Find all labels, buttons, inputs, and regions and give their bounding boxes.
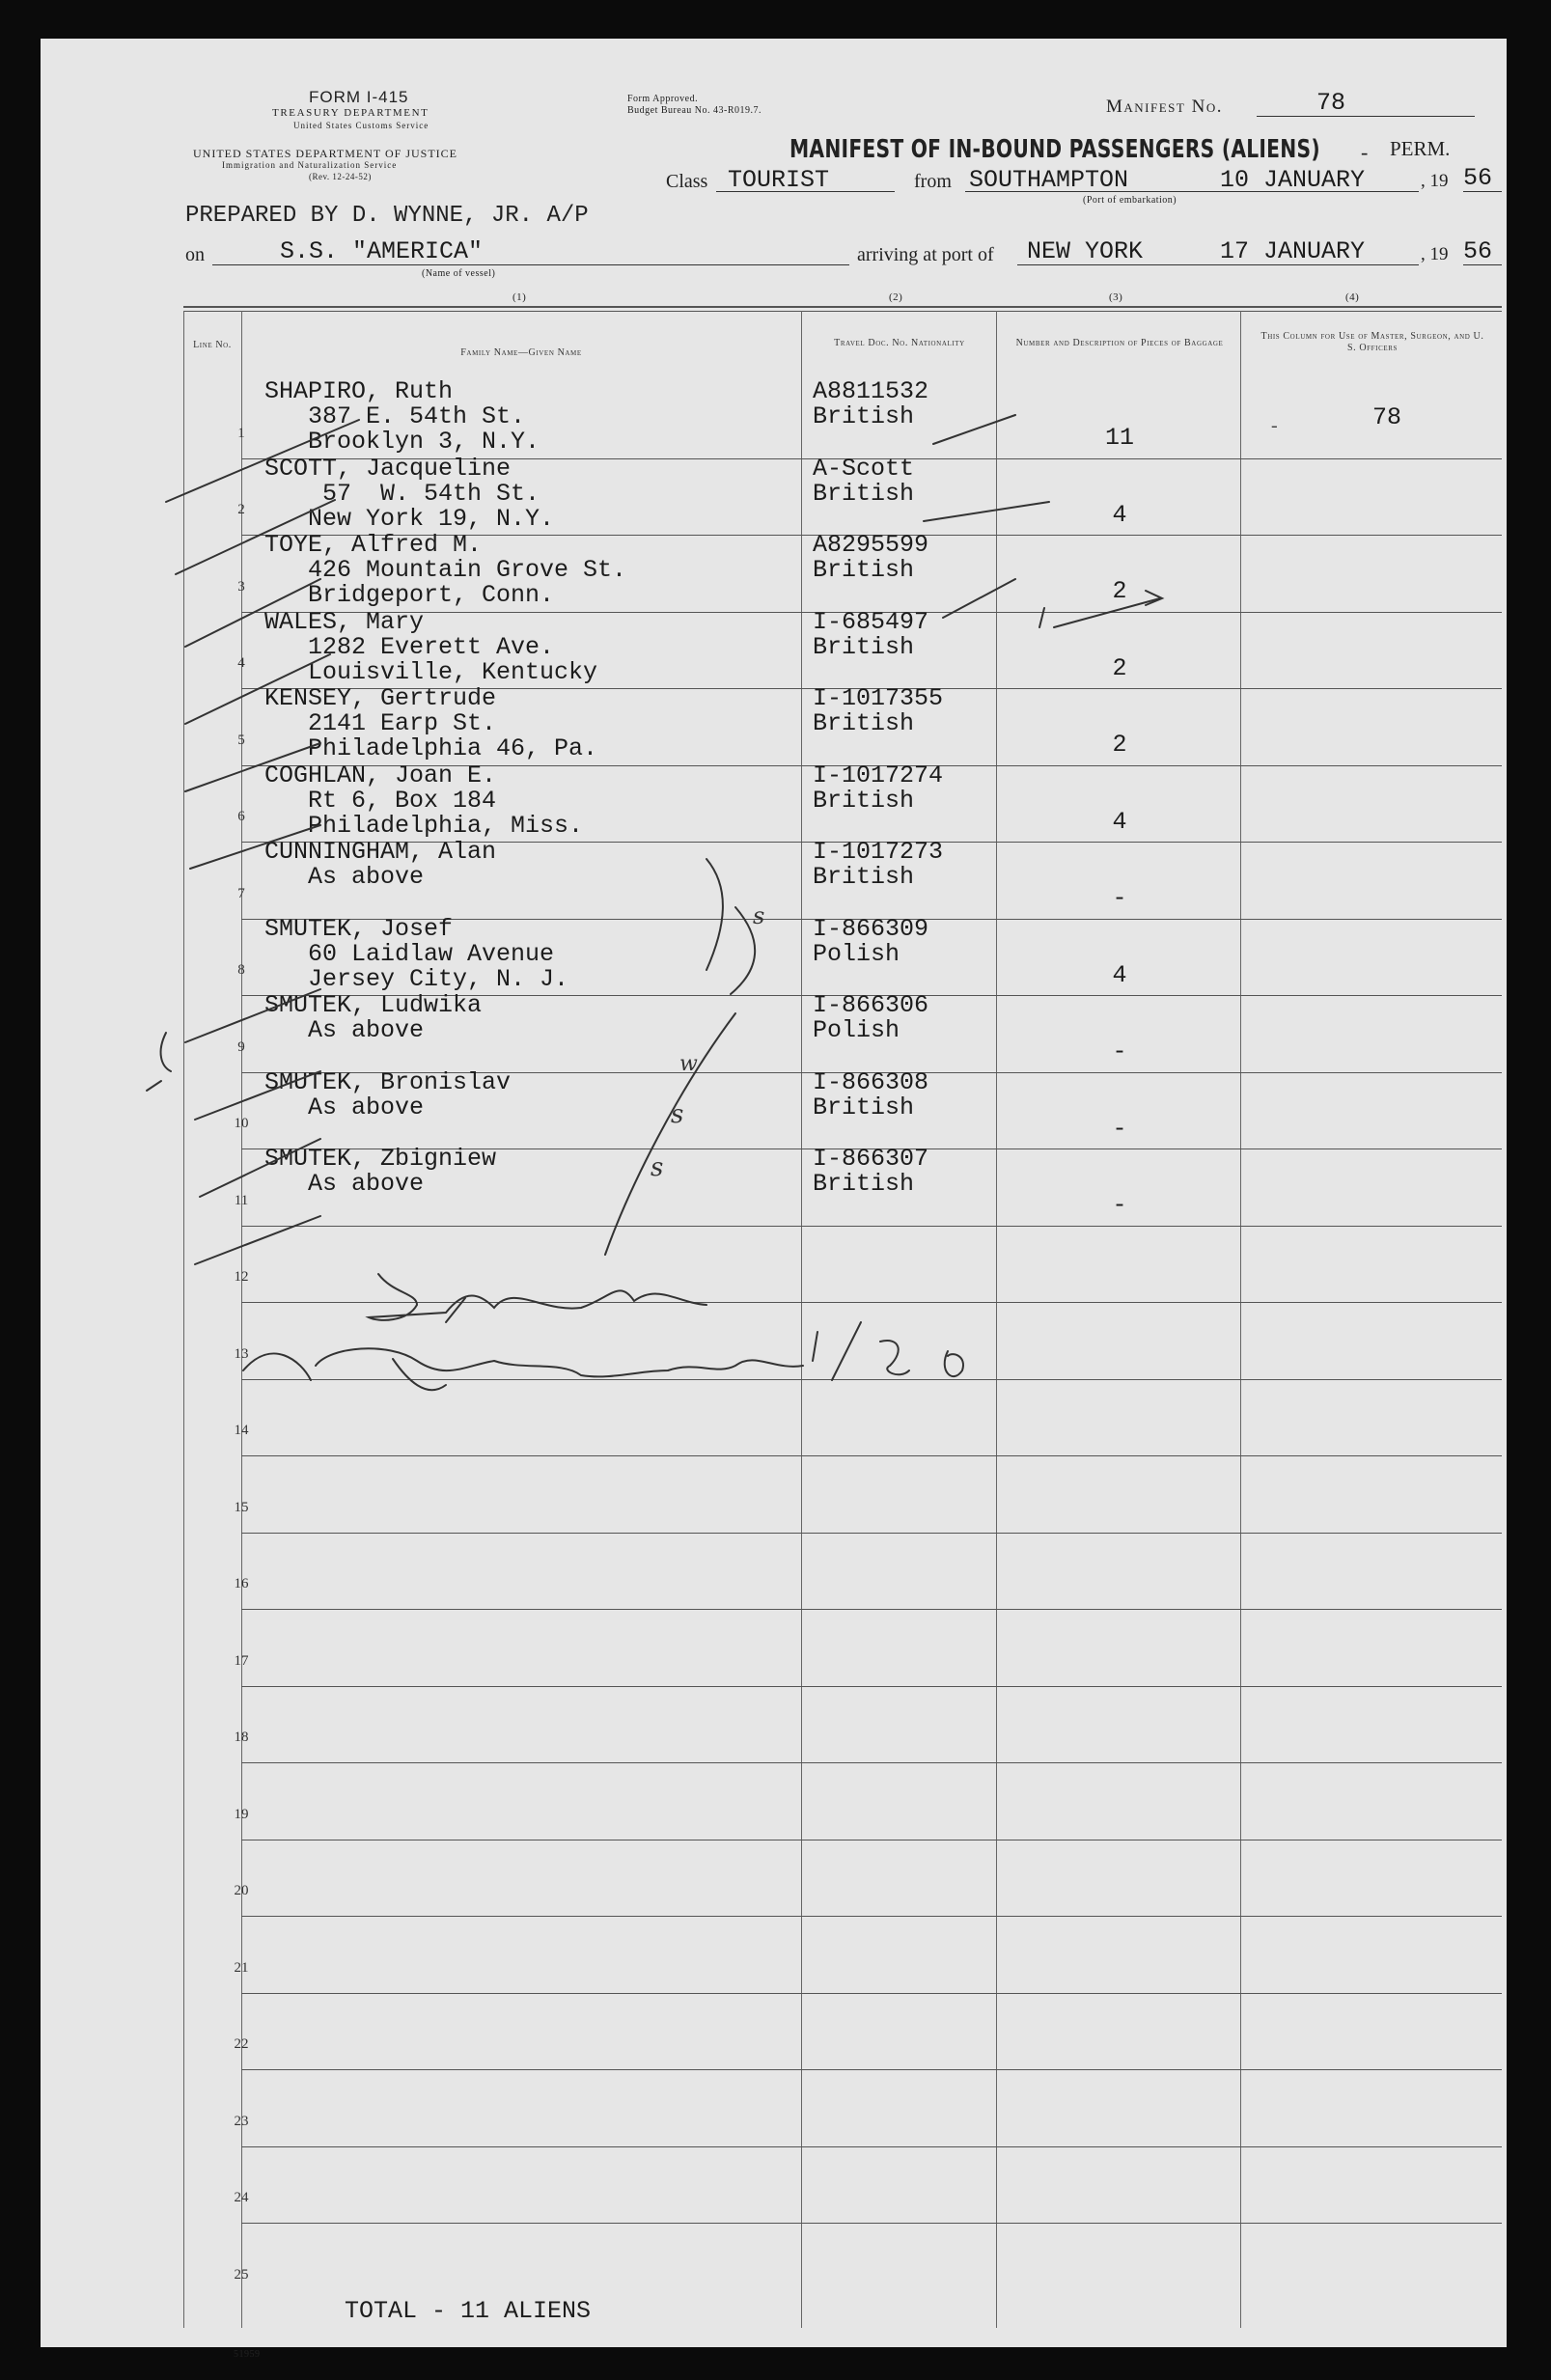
handwritten-mark: s bbox=[651, 1153, 664, 1182]
col-number: (2) bbox=[889, 291, 903, 303]
line-number: 4 bbox=[237, 655, 245, 671]
passenger-address-1: 1282 Everett Ave. bbox=[293, 632, 555, 661]
depart-year: 56 bbox=[1463, 164, 1493, 192]
nationality: British bbox=[813, 1093, 915, 1121]
vessel-name: S.S. "AMERICA" bbox=[280, 237, 484, 265]
nationality: British bbox=[813, 556, 915, 584]
port-caption: (Port of embarkation) bbox=[1083, 195, 1177, 206]
passenger-address-1: As above bbox=[293, 863, 425, 891]
title-dash: - bbox=[1361, 140, 1369, 164]
arrival-port: NEW YORK bbox=[1027, 237, 1144, 265]
passenger-address-2: Philadelphia 46, Pa. bbox=[293, 734, 598, 762]
manifest-no-label: Manifest No. bbox=[1106, 97, 1223, 117]
handwritten-mark: s bbox=[753, 902, 765, 929]
header-line-no: Line No. bbox=[193, 340, 232, 350]
travel-doc-no: A-Scott bbox=[813, 454, 915, 483]
line-number: 24 bbox=[234, 2190, 249, 2205]
nationality: Polish bbox=[813, 1016, 900, 1044]
handwritten-mark: - bbox=[1271, 415, 1278, 436]
total-aliens: TOTAL - 11 ALIENS bbox=[345, 2297, 592, 2325]
line-number: 8 bbox=[237, 962, 245, 978]
line-number: 11 bbox=[234, 1192, 249, 1208]
nationality: British bbox=[813, 632, 915, 661]
passenger-name: SCOTT, Jacqueline bbox=[264, 454, 512, 483]
baggage-count: 2 bbox=[1112, 577, 1127, 605]
manifest-title: MANIFEST OF IN-BOUND PASSENGERS (ALIENS) bbox=[789, 135, 1320, 164]
depart-year-prefix: , 19 bbox=[1421, 171, 1449, 191]
approval-line: Budget Bureau No. 43-R019.7. bbox=[627, 105, 762, 116]
passenger-address-1: Rt 6, Box 184 bbox=[293, 786, 497, 815]
passenger-address-1: 426 Mountain Grove St. bbox=[293, 556, 627, 584]
print-code: 51959 bbox=[234, 2349, 261, 2360]
passenger-name: TOYE, Alfred M. bbox=[264, 531, 483, 559]
passenger-name: KENSEY, Gertrude bbox=[264, 684, 497, 712]
baggage-count: 11 bbox=[1104, 424, 1134, 452]
passenger-name: SMUTEK, Ludwika bbox=[264, 991, 483, 1019]
baggage-count: 4 bbox=[1112, 960, 1127, 989]
perm-label: PERM. bbox=[1390, 137, 1451, 160]
header-officers: This Column for Use of Master, Surgeon, and U. S. Officers bbox=[1260, 331, 1484, 353]
line-number: 3 bbox=[237, 578, 245, 595]
line-number: 21 bbox=[234, 1959, 249, 1976]
handwritten-marks bbox=[41, 39, 1507, 2347]
nationality: British bbox=[813, 1170, 915, 1198]
passenger-address-1: 60 Laidlaw Avenue bbox=[293, 939, 555, 968]
dept-line: United States Customs Service bbox=[293, 121, 429, 130]
passenger-address-1: 387 E. 54th St. bbox=[293, 402, 526, 430]
line-number: 12 bbox=[234, 1269, 249, 1285]
passenger-name: COGHLAN, Joan E. bbox=[264, 761, 497, 789]
depart-date: 10 JANUARY bbox=[1220, 166, 1366, 194]
travel-doc-no: I-1017355 bbox=[813, 684, 944, 712]
travel-doc-no: A8295599 bbox=[813, 531, 929, 559]
baggage-count: 4 bbox=[1112, 500, 1127, 529]
vessel-caption: (Name of vessel) bbox=[422, 268, 496, 279]
form-number: FORM I-415 bbox=[309, 88, 409, 106]
passenger-address-2: Philadelphia, Miss. bbox=[293, 811, 584, 840]
dept-line: TREASURY DEPARTMENT bbox=[272, 107, 429, 119]
baggage-count: 2 bbox=[1112, 731, 1127, 759]
col-number: (4) bbox=[1345, 291, 1360, 303]
travel-doc-no: I-1017273 bbox=[813, 838, 944, 866]
line-number: 7 bbox=[237, 885, 245, 901]
line-number: 14 bbox=[234, 1423, 249, 1438]
arriving-label: arriving at port of bbox=[857, 244, 994, 265]
baggage-count: - bbox=[1112, 1191, 1127, 1219]
nationality: British bbox=[813, 709, 915, 737]
header-baggage: Number and Description of Pieces of Baggage bbox=[1015, 338, 1224, 348]
travel-doc-no: I-1017274 bbox=[813, 761, 944, 789]
passenger-address-2: Brooklyn 3, N.Y. bbox=[293, 428, 540, 456]
line-number: 6 bbox=[237, 809, 245, 824]
justice-line: UNITED STATES DEPARTMENT OF JUSTICE bbox=[193, 147, 458, 160]
passenger-name: SHAPIRO, Ruth bbox=[264, 377, 454, 405]
officers-note: 78 bbox=[1372, 403, 1402, 431]
passenger-address-2: Jersey City, N. J. bbox=[293, 964, 569, 993]
justice-line: (Rev. 12-24-52) bbox=[309, 172, 372, 181]
col-number: (1) bbox=[512, 291, 527, 303]
arrival-year-prefix: , 19 bbox=[1421, 244, 1449, 264]
header-travel-doc: Travel Doc. No. Nationality bbox=[834, 338, 965, 348]
from-value: SOUTHAMPTON bbox=[969, 166, 1129, 194]
travel-doc-no: A8811532 bbox=[813, 377, 929, 405]
baggage-count: - bbox=[1112, 1114, 1127, 1143]
nationality: British bbox=[813, 786, 915, 815]
travel-doc-no: I-685497 bbox=[813, 607, 929, 636]
line-number: 13 bbox=[234, 1345, 249, 1362]
line-number: 10 bbox=[234, 1116, 249, 1131]
arrival-year: 56 bbox=[1463, 237, 1493, 265]
justice-line: Immigration and Naturalization Service bbox=[222, 160, 398, 170]
class-value: TOURIST bbox=[728, 166, 830, 194]
approval-line: Form Approved. bbox=[627, 94, 699, 104]
line-number: 5 bbox=[237, 732, 245, 748]
passenger-address-2: New York 19, N.Y. bbox=[293, 504, 555, 533]
nationality: British bbox=[813, 479, 915, 508]
line-number: 17 bbox=[234, 1652, 249, 1669]
line-number: 9 bbox=[237, 1038, 245, 1055]
line-number: 20 bbox=[234, 1883, 249, 1898]
passenger-address-1: 57 W. 54th St. bbox=[293, 479, 540, 508]
passenger-address-2: Louisville, Kentucky bbox=[293, 657, 598, 686]
handwritten-mark: w bbox=[679, 1052, 698, 1076]
class-label: Class bbox=[666, 171, 708, 192]
line-number: 2 bbox=[237, 502, 245, 517]
passenger-address-1: As above bbox=[293, 1093, 425, 1121]
travel-doc-no: I-866306 bbox=[813, 991, 929, 1019]
manifest-form bbox=[41, 39, 1507, 2360]
passenger-address-1: As above bbox=[293, 1016, 425, 1044]
baggage-count: 4 bbox=[1112, 807, 1127, 836]
prepared-by: PREPARED BY D. WYNNE, JR. A/P bbox=[185, 203, 589, 229]
line-number: 15 bbox=[234, 1499, 249, 1515]
from-label: from bbox=[914, 171, 952, 192]
on-label: on bbox=[185, 244, 205, 265]
travel-doc-no: I-866307 bbox=[813, 1145, 929, 1173]
baggage-count: 2 bbox=[1112, 653, 1127, 682]
line-number: 19 bbox=[234, 1806, 249, 1822]
header-name: Family Name—Given Name bbox=[460, 347, 582, 358]
passenger-address-2: Bridgeport, Conn. bbox=[293, 581, 555, 609]
baggage-count: - bbox=[1112, 884, 1127, 912]
col-number: (3) bbox=[1109, 291, 1123, 303]
passenger-name: WALES, Mary bbox=[264, 607, 425, 636]
line-number: 1 bbox=[237, 425, 245, 441]
line-number: 25 bbox=[234, 2266, 249, 2283]
passenger-address-1: As above bbox=[293, 1170, 425, 1198]
line-number: 22 bbox=[234, 2036, 249, 2052]
passenger-name: SMUTEK, Zbigniew bbox=[264, 1145, 497, 1173]
travel-doc-no: I-866309 bbox=[813, 914, 929, 943]
passenger-name: CUNNINGHAM, Alan bbox=[264, 838, 497, 866]
line-number: 16 bbox=[234, 1576, 249, 1591]
travel-doc-no: I-866308 bbox=[813, 1067, 929, 1096]
line-number: 23 bbox=[234, 2113, 249, 2129]
passenger-address-1: 2141 Earp St. bbox=[293, 709, 497, 737]
arrival-date: 17 JANUARY bbox=[1220, 237, 1366, 265]
baggage-count: - bbox=[1112, 1038, 1127, 1065]
nationality: Polish bbox=[813, 939, 900, 968]
passenger-name: SMUTEK, Josef bbox=[264, 914, 454, 943]
nationality: British bbox=[813, 402, 915, 430]
manifest-no-value: 78 bbox=[1316, 89, 1346, 117]
nationality: British bbox=[813, 863, 915, 891]
handwritten-mark: s bbox=[671, 1100, 684, 1129]
line-number: 18 bbox=[234, 1730, 249, 1745]
passenger-name: SMUTEK, Bronislav bbox=[264, 1067, 512, 1096]
